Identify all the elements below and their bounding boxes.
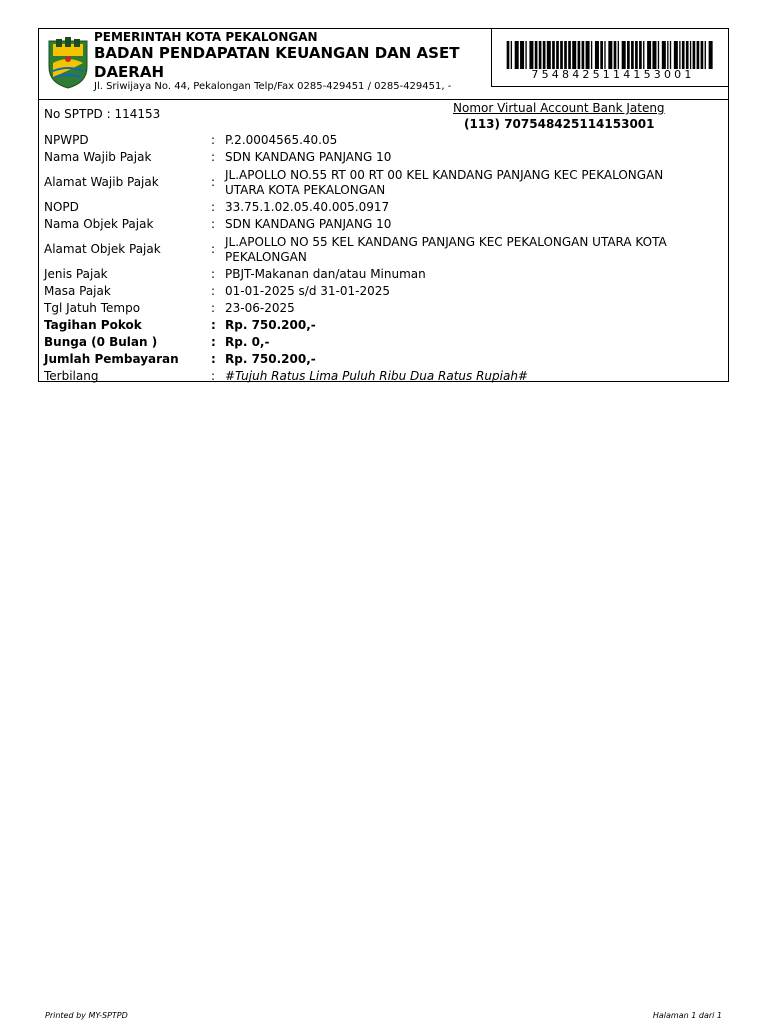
barcode-bar [535,41,538,69]
barcode-bar [674,41,678,69]
barcode-bar [608,41,612,69]
row-colon: : [211,242,216,256]
barcode-bar [507,41,510,69]
barcode-bar [591,41,592,69]
row-value: JL.APOLLO NO.55 RT 00 RT 00 KEL KANDANG PANJANG KEC PEKALONGAN UTARA KOTA PEKALONGAN [225,167,664,197]
row-label: Tgl Jatuh Tempo [44,301,141,315]
row-label: Terbilang [44,369,99,383]
row-value: 23-06-2025 [225,301,295,315]
row-nama-wajib-pajak [39,149,728,166]
barcode-bar [539,41,542,69]
barcode-bar [631,41,634,69]
row-colon: : [211,369,216,383]
row-value: JL.APOLLO NO 55 KEL KANDANG PANJANG KEC PEKALONGAN UTARA KOTA PEKALONGAN [225,234,667,264]
row-tgl-jatuh-tempo [39,300,728,317]
agency-name: BADAN PENDAPATAN KEUANGAN DAN ASET DAERAH [94,44,460,81]
row-value: P.2.0004565.40.05 [225,133,338,147]
virtual-account-number: (113) 707548425114153001 [464,117,655,131]
barcode-bar [547,41,551,69]
row-label: Nama Wajib Pajak [44,150,152,164]
barcode-bar [622,41,626,69]
row-label: Jenis Pajak [44,267,108,281]
row-colon: : [211,200,216,214]
row-label: Bunga (0 Bulan ) [44,335,158,349]
barcode-bar [529,41,533,69]
barcode-bar [697,41,700,69]
barcode-box [491,29,728,87]
barcode-bar [560,41,563,69]
barcode-bar [662,41,666,69]
row-value: SDN KANDANG PANJANG 10 [225,217,392,231]
barcode-bar [627,41,630,69]
row-colon: : [211,301,216,315]
row-label: NOPD [44,200,79,214]
row-bunga [39,334,728,351]
barcode-bar [682,41,685,69]
barcode-bar [705,41,706,69]
barcode-bar [572,41,576,69]
row-colon: : [211,150,216,164]
city-emblem-icon [47,37,89,89]
row-jenis-pajak [39,266,728,283]
government-name: PEMERINTAH KOTA PEKALONGAN [94,30,318,44]
row-colon: : [211,267,216,281]
barcode-bar [568,41,571,69]
row-value: #Tujuh Ratus Lima Puluh Ribu Dua Ratus Rupiah# [225,369,528,383]
barcode-digits: 7548425114153001 [531,68,695,81]
barcode-bar [686,41,689,69]
barcode-bar [600,41,603,69]
barcode-bar [667,41,668,69]
barcode-bar [670,41,671,69]
row-colon: : [211,352,216,366]
row-label: Alamat Objek Pajak [44,242,161,256]
barcode-bar [679,41,680,69]
row-value: 33.75.1.02.05.40.005.0917 [225,200,390,214]
row-tagihan-pokok [39,317,728,334]
barcode-bar [693,41,696,69]
barcode-bar [520,41,524,69]
barcode-bar [586,41,590,69]
row-colon: : [211,318,216,332]
page-number: Halaman 1 dari 1 [652,1011,722,1020]
row-alamat-objek-pajak [39,233,728,266]
barcode-bar [543,41,546,69]
barcode-bar [618,41,619,69]
barcode-bar [564,41,567,69]
sptpd-number: No SPTPD : 114153 [44,107,161,121]
row-npwpd [39,132,728,149]
row-value: SDN KANDANG PANJANG 10 [225,150,392,164]
row-label: Tagihan Pokok [44,318,142,332]
row-label: Masa Pajak [44,284,111,298]
barcode-bar [658,41,659,69]
row-value: Rp. 750.200,- [225,318,316,332]
barcode-bar [690,41,691,69]
agency-address: Jl. Sriwijaya No. 44, Pekalongan Telp/Fax 0285-429451 / 0285-429451, - [94,81,452,92]
row-value: PBJT-Makanan dan/atau Minuman [225,267,426,281]
barcode-bar [652,41,656,69]
barcode-bar [582,41,585,69]
barcode-bar [578,41,581,69]
row-colon: : [211,284,216,298]
barcode-bar [639,41,642,69]
row-label: Jumlah Pembayaran [44,352,179,366]
barcode-bar [556,41,559,69]
barcode-bar [515,41,519,69]
barcode-bar [647,41,651,69]
barcode-bar [511,41,512,69]
barcode-bar [595,41,599,69]
barcode-bar [614,41,617,69]
row-colon: : [211,133,216,147]
sptpd-document [38,28,729,382]
document-header [39,29,728,100]
barcode-bar [604,41,605,69]
barcode-bar [709,41,713,69]
row-label: NPWPD [44,133,89,147]
row-value: Rp. 750.200,- [225,352,316,366]
barcode-bar [701,41,704,69]
row-value: 01-01-2025 s/d 31-01-2025 [225,284,391,298]
row-label: Nama Objek Pajak [44,217,154,231]
row-alamat-wajib-pajak [39,166,728,199]
row-masa-pajak [39,283,728,300]
row-colon: : [211,335,216,349]
barcode-bar [635,41,638,69]
row-jumlah-pembayaran [39,351,728,368]
barcode-bar [525,41,526,69]
barcode-icon [504,41,722,69]
barcode-bar [552,41,555,69]
row-colon: : [211,175,216,189]
row-value: Rp. 0,- [225,335,270,349]
virtual-account-label: Nomor Virtual Account Bank Jateng [453,101,665,115]
row-nama-objek-pajak [39,216,728,233]
row-colon: : [211,217,216,231]
detail-rows [39,132,728,385]
printed-by: Printed by MY-SPTPD [45,1011,128,1020]
row-nopd [39,199,728,216]
row-terbilang [39,368,728,385]
row-label: Alamat Wajib Pajak [44,175,159,189]
barcode-bar [643,41,644,69]
